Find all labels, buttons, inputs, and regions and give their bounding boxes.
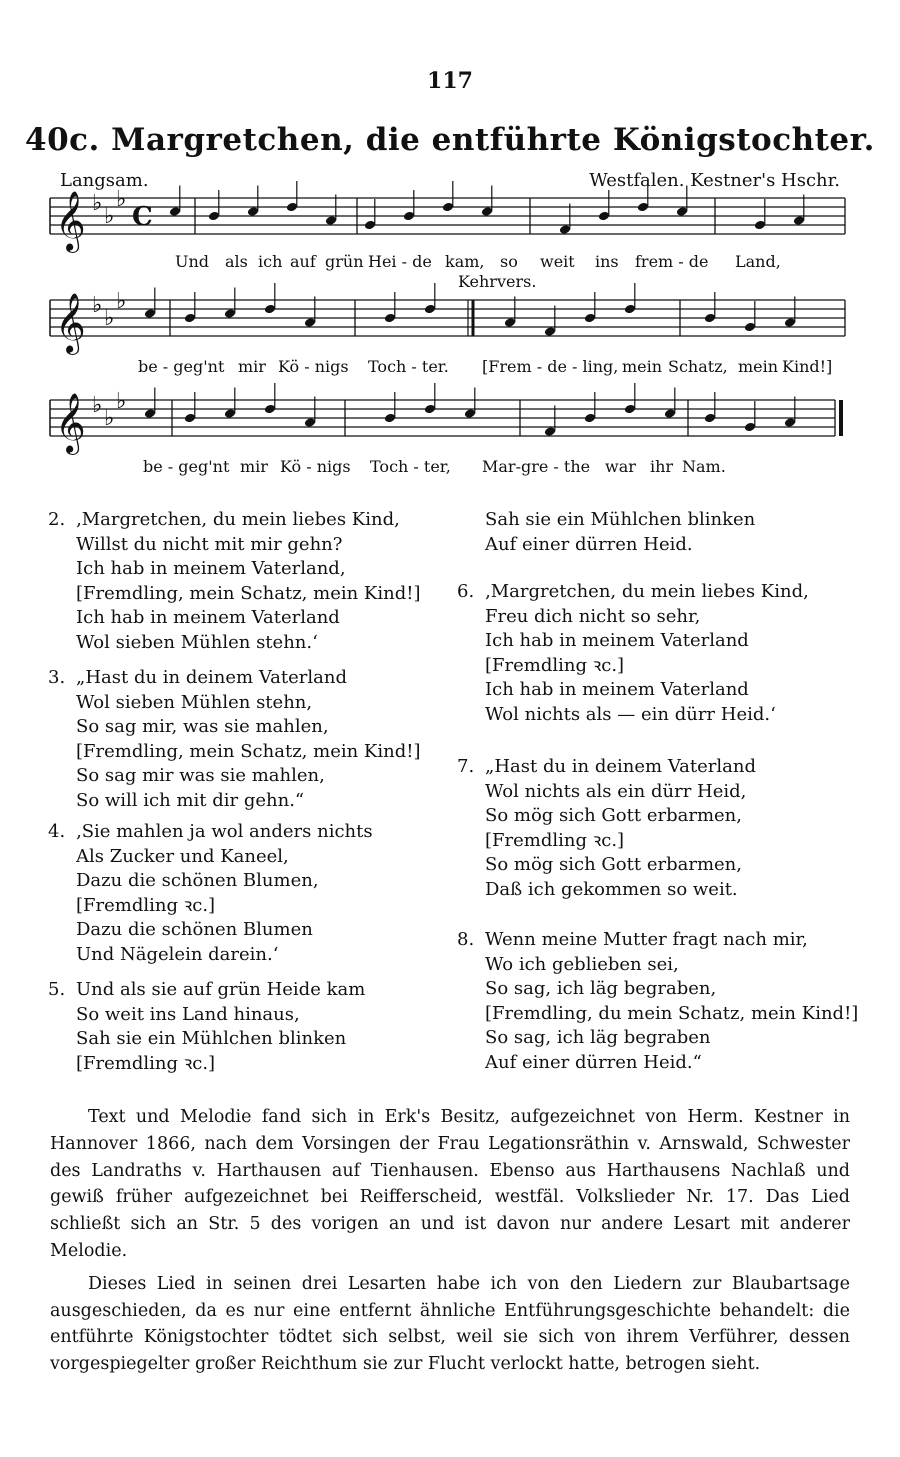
verse-5 <box>48 978 366 1076</box>
verse-line: „Hast du in deinem Vaterland <box>485 756 756 777</box>
verse-line: Willst du nicht mit mir gehn? <box>76 533 343 555</box>
verse-line: [Fremdling ꝛc.] <box>485 654 625 676</box>
verse-line: [Fremdling, mein Schatz, mein Kind!] <box>76 582 421 604</box>
verse-6 <box>457 580 809 728</box>
flat-sign: ♭ <box>104 204 115 229</box>
verse-line: [Fremdling ꝛc.] <box>76 894 216 916</box>
lyrics-line-1 <box>50 252 860 276</box>
source-note: Westfalen. Kestner's Hschr. <box>589 170 840 191</box>
syllable: als <box>225 252 248 271</box>
treble-clef: 𝄞 <box>55 191 86 251</box>
syllable: frem - de <box>635 252 709 271</box>
common-time: C <box>132 202 153 232</box>
syllable: ins <box>595 252 619 271</box>
verse-line: ‚Sie mahlen ja wol anders nichts <box>76 821 373 842</box>
verse-8 <box>457 928 859 1076</box>
verse-4 <box>48 820 373 968</box>
commentary-paragraph: Dieses Lied in seinen drei Lesarten habe ich von den Liedern zur Blaubartsage ausgeschieden, da es nur eine entfernt ähnliche Entführungsgeschichte behandelt: die entführte Königstochter tödtet sich selbst, weil sie sich von ihrem Verführer, dessen vorgespiegelter großer Reichthum sie zur Flucht verlockt hatte, betrogen sieht. <box>50 1273 850 1375</box>
syllable: Kö - nigs <box>280 457 351 476</box>
refrain-label: Kehrvers. <box>458 272 537 291</box>
verse-line: Wo ich geblieben sei, <box>485 953 679 975</box>
treble-clef: 𝄞 <box>55 393 86 453</box>
syllable: mein <box>622 357 663 376</box>
verse-line: Ich hab in meinem Vaterland <box>485 679 749 701</box>
syllable: be - geg'nt <box>143 457 230 476</box>
verse-line: [Fremdling ꝛc.] <box>76 1052 216 1074</box>
syllable: Toch - ter. <box>368 357 449 376</box>
syllable: mein <box>738 357 779 376</box>
verse-line: So mög sich Gott erbarmen, <box>485 805 742 827</box>
tempo-marking: Langsam. <box>60 170 149 191</box>
verse-line: ‚Margretchen, du mein liebes Kind, <box>485 581 809 602</box>
syllable: auf <box>290 252 316 271</box>
verse-line: Und als sie auf grün Heide kam <box>76 979 366 1000</box>
verse-number: 4. <box>48 821 66 842</box>
syllable: weit <box>540 252 575 271</box>
verse-3 <box>48 666 421 814</box>
syllable: Und <box>175 252 210 271</box>
lyrics-line-2 <box>50 357 860 381</box>
verse-line: [Fremdling, du mein Schatz, mein Kind!] <box>485 1002 859 1024</box>
verse-5-continued <box>485 508 755 557</box>
syllable: be - geg'nt <box>138 357 225 376</box>
syllable: mir <box>238 357 266 376</box>
verse-line: Dazu die schönen Blumen <box>76 919 313 941</box>
verse-number: 8. <box>457 929 475 950</box>
syllable: Land, <box>735 252 781 271</box>
syllable: Kö - nigs <box>278 357 349 376</box>
verse-line: Daß ich gekommen so weit. <box>485 878 738 900</box>
flat-sign: ♭ <box>92 393 103 418</box>
syllable: war <box>605 457 636 476</box>
verse-line: So sag mir was sie mahlen, <box>76 765 325 787</box>
verse-number: 7. <box>457 756 475 777</box>
flat-sign: ♭ <box>104 406 115 431</box>
commentary-paragraph: Text und Melodie fand sich in Erk's Besitz, aufgezeichnet von Herm. Kestner in Hannover 1866, nach dem Vorsingen der Frau Legationsräthin v. Arnswald, Schwester des Landraths v. Harthausen auf Tienhausen. Ebenso aus Harthausens Nachlaß und gewiß früher aufgezeichnet bei Reifferscheid, westfäl. Volkslieder Nr. 17. Das Lied schließt sich an Str. 5 des vorigen an und ist davon nur andere Lesart mit anderer Melodie. <box>50 1107 850 1261</box>
verse-line: So will ich mit dir gehn.“ <box>76 789 305 811</box>
verse-line: Wol sieben Mühlen stehn.‘ <box>76 631 318 653</box>
flat-sign: ♭ <box>104 306 115 331</box>
flat-sign: ♭ <box>116 187 127 212</box>
verse-line: [Fremdling, mein Schatz, mein Kind!] <box>76 740 421 762</box>
verse-line: ‚Margretchen, du mein liebes Kind, <box>76 509 400 530</box>
verse-line: Und Nägelein darein.‘ <box>76 943 279 965</box>
syllable: [Frem - de - ling, <box>482 357 619 376</box>
verse-line: So mög sich Gott erbarmen, <box>485 854 742 876</box>
syllable: grün <box>325 252 364 271</box>
commentary <box>50 1104 850 1378</box>
syllable: Schatz, <box>668 357 728 376</box>
verse-line: [Fremdling ꝛc.] <box>485 829 625 851</box>
verse-number: 5. <box>48 979 66 1000</box>
verse-line: Als Zucker und Kaneel, <box>76 845 289 867</box>
syllable: Nam. <box>682 457 726 476</box>
syllable: Mar-gre - the <box>482 457 591 476</box>
verse-2 <box>48 508 421 656</box>
flat-sign: ♭ <box>92 293 103 318</box>
treble-clef: 𝄞 <box>55 293 86 353</box>
verse-line: Auf einer dürren Heid. <box>485 533 693 555</box>
syllable: Hei - de <box>368 252 432 271</box>
syllable: ich <box>258 252 283 271</box>
verse-line: Ich hab in meinem Vaterland <box>485 630 749 652</box>
flat-sign: ♭ <box>92 191 103 216</box>
flat-sign: ♭ <box>116 389 127 414</box>
syllable: mir <box>240 457 268 476</box>
verse-line: Freu dich nicht so sehr, <box>485 605 701 627</box>
syllable: ihr <box>650 457 674 476</box>
syllable: Kind!] <box>782 357 833 376</box>
verse-line: Sah sie ein Mühlchen blinken <box>485 509 756 530</box>
page-number: 117 <box>427 68 473 94</box>
verse-number: 3. <box>48 667 66 688</box>
verse-line: Auf einer dürren Heid.“ <box>485 1051 702 1073</box>
verse-line: Ich hab in meinem Vaterland, <box>76 558 346 580</box>
verse-line: Ich hab in meinem Vaterland <box>76 607 340 629</box>
verse-number: 2. <box>48 509 66 530</box>
verse-line: So weit ins Land hinaus, <box>76 1003 300 1025</box>
lyrics-line-3 <box>50 457 860 481</box>
song-title: 40c. Margretchen, die entführte Königstochter. <box>25 122 875 158</box>
verse-7 <box>457 755 756 903</box>
verse-line: So sag mir, was sie mahlen, <box>76 716 329 738</box>
verse-line: Sah sie ein Mühlchen blinken <box>76 1028 347 1050</box>
flat-sign: ♭ <box>116 289 127 314</box>
verse-line: So sag, ich läg begraben <box>485 1027 711 1049</box>
syllable: so <box>500 252 518 271</box>
syllable: Toch - ter, <box>370 457 451 476</box>
verse-line: „Hast du in deinem Vaterland <box>76 667 347 688</box>
verse-line: Wenn meine Mutter fragt nach mir, <box>485 929 808 950</box>
verse-line: Wol sieben Mühlen stehn, <box>76 691 313 713</box>
verse-line: Wol nichts als ein dürr Heid, <box>485 780 747 802</box>
music-notation <box>0 0 900 480</box>
verse-line: So sag, ich läg begraben, <box>485 978 717 1000</box>
verse-line: Dazu die schönen Blumen, <box>76 870 319 892</box>
verse-line: Wol nichts als — ein dürr Heid.‘ <box>485 703 776 725</box>
syllable: kam, <box>445 252 485 271</box>
verse-number: 6. <box>457 581 475 602</box>
